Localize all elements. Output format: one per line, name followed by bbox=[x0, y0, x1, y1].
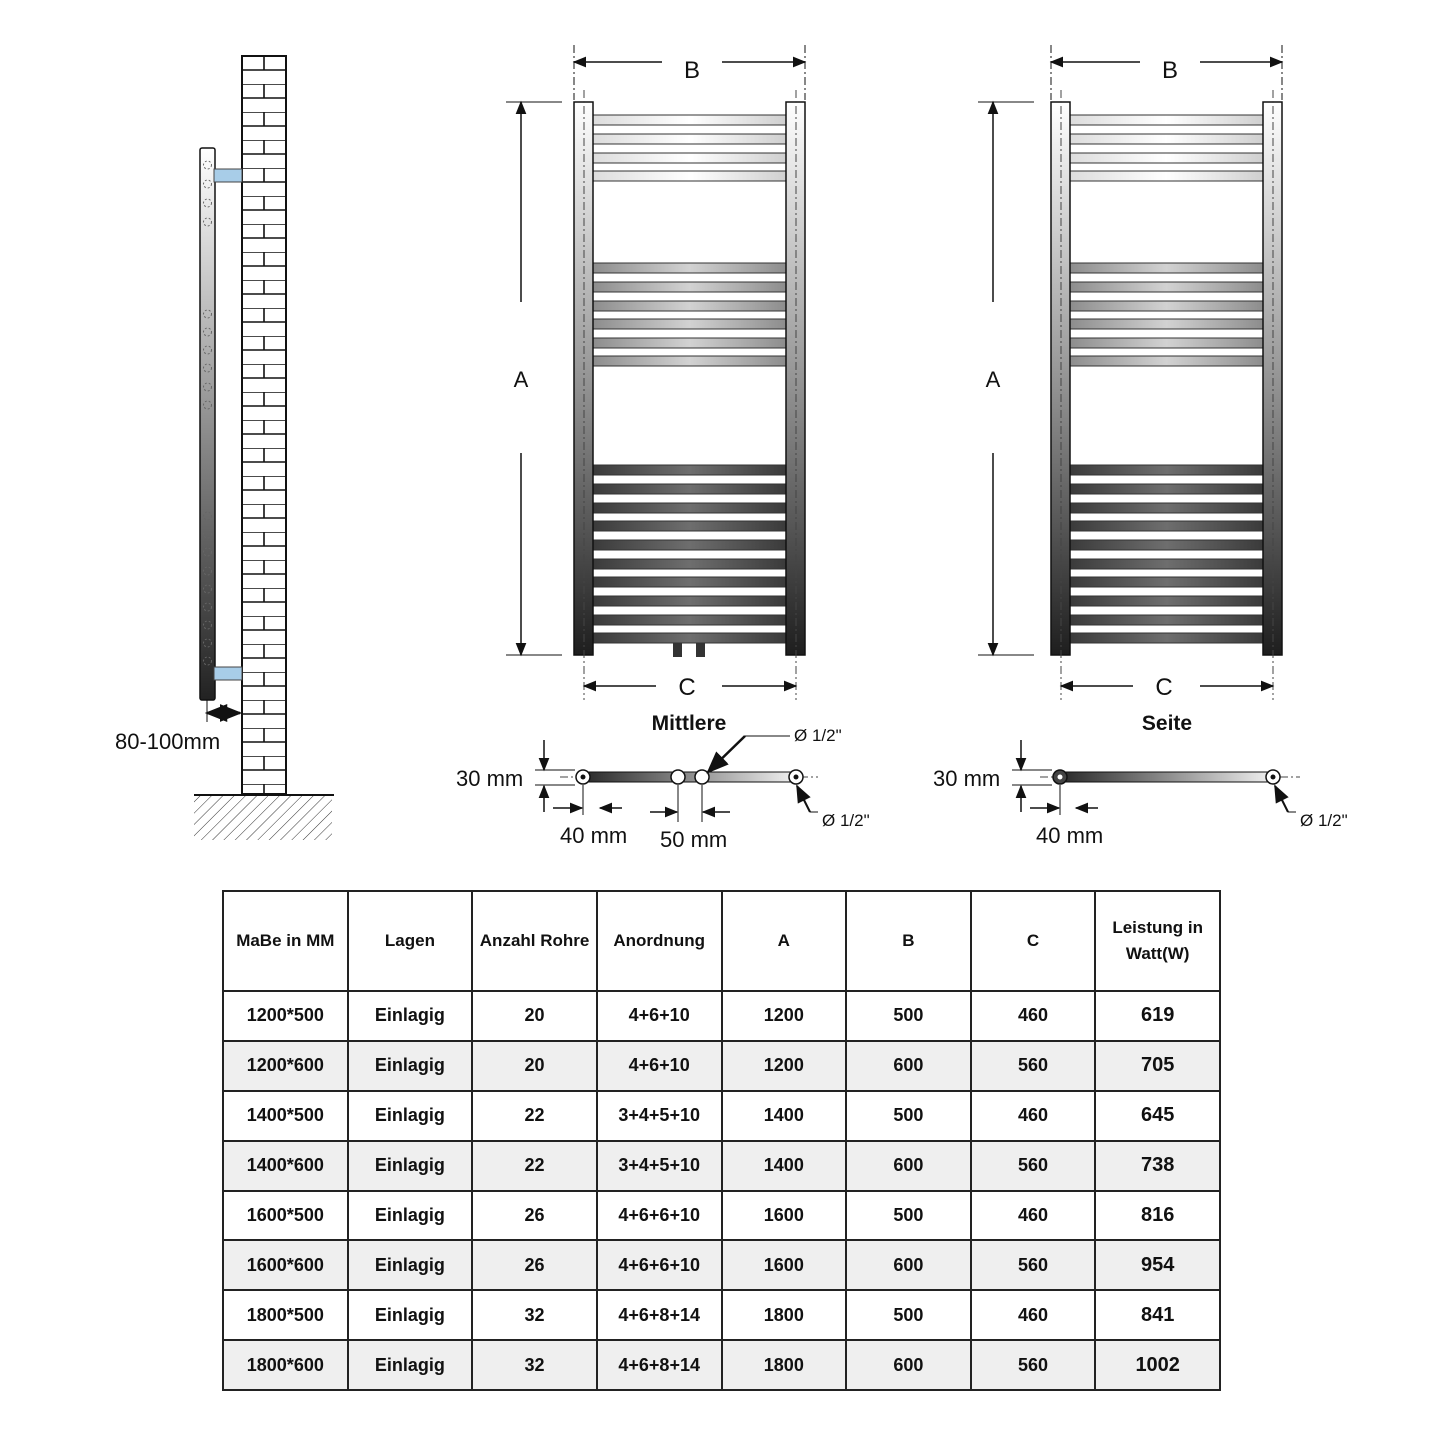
towel-bars bbox=[1069, 115, 1264, 643]
table-row bbox=[223, 1240, 1220, 1290]
table-cell: 600 bbox=[846, 1340, 971, 1390]
offset-label: 40 mm bbox=[1036, 823, 1104, 848]
dim-b-label: B bbox=[683, 57, 701, 84]
table-cell: Einlagig bbox=[348, 1191, 473, 1241]
table-cell: 1600*500 bbox=[223, 1191, 348, 1241]
table-cell: Einlagig bbox=[348, 1290, 473, 1340]
table-cell: 600 bbox=[846, 1240, 971, 1290]
table-cell: 560 bbox=[971, 1041, 1096, 1091]
table-cell: 1400 bbox=[722, 1091, 847, 1141]
table-cell: 32 bbox=[472, 1340, 597, 1390]
table-cell: 705 bbox=[1095, 1041, 1220, 1091]
table-cell: 1400*600 bbox=[223, 1141, 348, 1191]
table-cell: 1800*600 bbox=[223, 1340, 348, 1390]
table-cell: 645 bbox=[1095, 1091, 1220, 1141]
table-cell: 1200 bbox=[722, 991, 847, 1041]
table-cell: 460 bbox=[971, 1290, 1096, 1340]
table-row bbox=[223, 1191, 1220, 1241]
table-cell: 26 bbox=[472, 1240, 597, 1290]
pipe-label-top: Ø 1/2" bbox=[794, 726, 842, 745]
caption-seite: Seite bbox=[1141, 712, 1193, 735]
table-cell: 1600*600 bbox=[223, 1240, 348, 1290]
depth-label: 30 mm bbox=[933, 766, 1001, 791]
depth-label: 30 mm bbox=[456, 766, 524, 791]
table-cell: 20 bbox=[472, 991, 597, 1041]
table-cell: 4+6+10 bbox=[597, 991, 722, 1041]
side-view bbox=[115, 56, 334, 840]
table-cell: 4+6+8+14 bbox=[597, 1340, 722, 1390]
dim-c-label: C bbox=[678, 674, 696, 701]
table-cell: Einlagig bbox=[348, 1141, 473, 1191]
table-row bbox=[223, 1041, 1220, 1091]
distance-label: 80-100mm bbox=[115, 729, 221, 754]
caption-mittlere: Mittlere bbox=[651, 712, 727, 735]
table-cell: Einlagig bbox=[348, 1041, 473, 1091]
table-header-row bbox=[223, 891, 1220, 991]
dim-a-label: A bbox=[513, 367, 529, 392]
valve-left bbox=[673, 643, 682, 657]
floor-hatch bbox=[194, 796, 332, 840]
table-cell: Einlagig bbox=[348, 1340, 473, 1390]
table-row bbox=[223, 991, 1220, 1041]
table-row bbox=[223, 1091, 1220, 1141]
front-view-mittlere bbox=[506, 45, 805, 735]
table-cell: 500 bbox=[846, 1091, 971, 1141]
front-view-seite bbox=[978, 45, 1282, 735]
table-cell: 954 bbox=[1095, 1240, 1220, 1290]
table-cell: Einlagig bbox=[348, 1240, 473, 1290]
table-cell: Einlagig bbox=[348, 991, 473, 1041]
header-cell: Lagen bbox=[348, 891, 473, 991]
bottom-view-mittlere bbox=[456, 726, 870, 852]
table-cell: 1400*500 bbox=[223, 1091, 348, 1141]
table-cell: 22 bbox=[472, 1091, 597, 1141]
header-cell: C bbox=[971, 891, 1096, 991]
header-cell: Anordnung bbox=[597, 891, 722, 991]
brick-wall bbox=[242, 56, 286, 794]
table-cell: 460 bbox=[971, 1191, 1096, 1241]
table-row bbox=[223, 1340, 1220, 1390]
table-row bbox=[223, 1141, 1220, 1191]
table-cell: 1600 bbox=[722, 1240, 847, 1290]
header-cell: B bbox=[846, 891, 971, 991]
pipe bbox=[1062, 772, 1274, 782]
table-cell: 560 bbox=[971, 1340, 1096, 1390]
table-cell: 841 bbox=[1095, 1290, 1220, 1340]
dim-a-label: A bbox=[985, 367, 1001, 392]
pipe-label-bottom: Ø 1/2" bbox=[822, 811, 870, 830]
dim-b-label: B bbox=[1161, 57, 1179, 84]
table-cell: Einlagig bbox=[348, 1091, 473, 1141]
table-cell: 500 bbox=[846, 991, 971, 1041]
table-cell: 619 bbox=[1095, 991, 1220, 1041]
table-row bbox=[223, 1290, 1220, 1340]
header-cell: Leistung in Watt(W) bbox=[1095, 891, 1220, 991]
table-cell: 500 bbox=[846, 1290, 971, 1340]
table-cell: 1800*500 bbox=[223, 1290, 348, 1340]
dim-c-label: C bbox=[1155, 674, 1173, 701]
table-cell: 560 bbox=[971, 1240, 1096, 1290]
table-cell: 1800 bbox=[722, 1340, 847, 1390]
valve-right bbox=[696, 643, 705, 657]
table-cell: 1200 bbox=[722, 1041, 847, 1091]
pipe-label-bottom: Ø 1/2" bbox=[1300, 811, 1348, 830]
table-cell: 4+6+8+14 bbox=[597, 1290, 722, 1340]
table-cell: 460 bbox=[971, 1091, 1096, 1141]
header-cell: Anzahl Rohre bbox=[472, 891, 597, 991]
side-rail bbox=[200, 148, 215, 700]
wall-bracket-top bbox=[214, 169, 242, 182]
table-cell: 816 bbox=[1095, 1191, 1220, 1241]
table-cell: 22 bbox=[472, 1141, 597, 1191]
table-cell: 600 bbox=[846, 1141, 971, 1191]
table-cell: 738 bbox=[1095, 1141, 1220, 1191]
table-cell: 26 bbox=[472, 1191, 597, 1241]
table-cell: 560 bbox=[971, 1141, 1096, 1191]
table-cell: 460 bbox=[971, 991, 1096, 1041]
table-cell: 600 bbox=[846, 1041, 971, 1091]
table-cell: 3+4+5+10 bbox=[597, 1141, 722, 1191]
pipe bbox=[585, 772, 797, 782]
table-cell: 4+6+6+10 bbox=[597, 1240, 722, 1290]
towel-bars bbox=[592, 115, 787, 643]
header-cell: MaBe in MM bbox=[223, 891, 348, 991]
table-cell: 4+6+6+10 bbox=[597, 1191, 722, 1241]
table-cell: 1600 bbox=[722, 1191, 847, 1241]
table-cell: 1400 bbox=[722, 1141, 847, 1191]
wall-bracket-bottom bbox=[214, 667, 242, 680]
table-cell: 4+6+10 bbox=[597, 1041, 722, 1091]
table-cell: 1800 bbox=[722, 1290, 847, 1340]
spacing-label: 50 mm bbox=[660, 827, 728, 852]
header-cell: A bbox=[722, 891, 847, 991]
table-cell: 1200*600 bbox=[223, 1041, 348, 1091]
table-cell: 3+4+5+10 bbox=[597, 1091, 722, 1141]
table-cell: 1200*500 bbox=[223, 991, 348, 1041]
bottom-view-seite bbox=[933, 740, 1348, 848]
table-cell: 500 bbox=[846, 1191, 971, 1241]
table-cell: 32 bbox=[472, 1290, 597, 1340]
offset-label: 40 mm bbox=[560, 823, 628, 848]
spec-table bbox=[222, 890, 1221, 1391]
table-cell: 20 bbox=[472, 1041, 597, 1091]
table-cell: 1002 bbox=[1095, 1340, 1220, 1390]
